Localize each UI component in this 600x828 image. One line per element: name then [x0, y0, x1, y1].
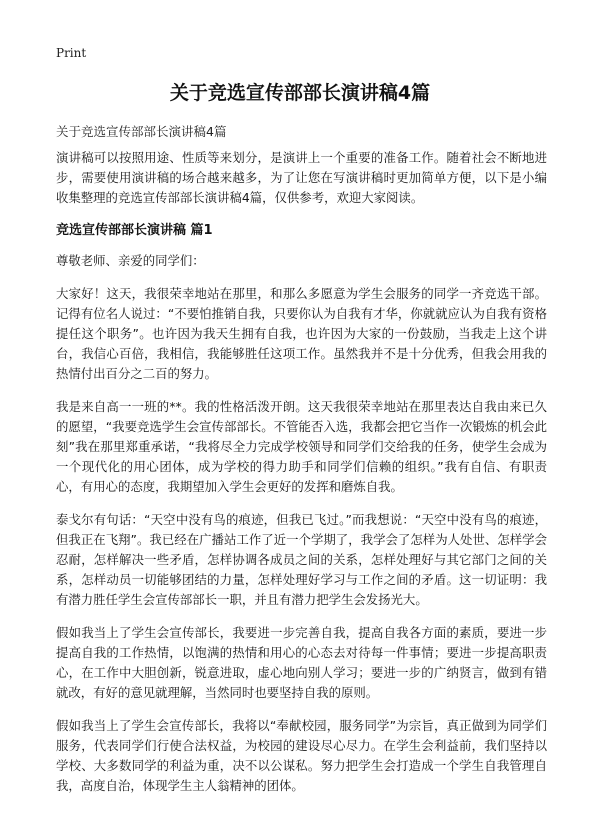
body-paragraph: 泰戈尔有句话：“天空中没有鸟的痕迹，但我已飞过。”而我想说：“天空中没有鸟的痕迹，但我正在飞翔”。我已经在广播站工作了近一个学期了，我学会了怎样为人处世、怎样学会忍耐，怎样解决一些矛盾，怎样协调各成员之间的关系，怎样处理好与其它部门之间的关系，怎样动员一切能够团结的力量，怎样处理好学习与工作之间的矛盾。这一切证明：我有潜力胜任学生会宣传部部长一职，并且有潜力把学生会发扬光大。: [56, 512, 547, 607]
body-paragraph: 大家好！这天，我很荣幸地站在那里，和那么多愿意为学生会服务的同学一齐竞选干部。记得有位名人说过：“不要怕推销自我，只要你认为自我有才华，你就就应认为自我有资格提任这个职务”。也许因为我天生拥有自我，也许因为大家的一份鼓励，当我走上这个讲台，我信心百倍，我相信，我能够胜任这项工作。虽然我并不是十分优秀，但我会用我的热情付出百分之二百的努力。: [56, 286, 547, 381]
body-paragraph: 假如我当上了学生会宣传部长，我要进一步完善自我，提高自我各方面的素质，要进一步提高自我的工作热情，以饱满的热情和用心的心态去对待每一件事情；要进一步提高职责心，在工作中大胆创新，锐意进取，虚心地向别人学习；要进一步的广纳贤言，做到有错就改，有好的意见就理解，当然同时也要坚持自我的原则。: [56, 625, 547, 700]
document-subtitle: 关于竞选宣传部部长演讲稿4篇: [56, 124, 227, 139]
article-body: [56, 148, 547, 809]
greeting-paragraph: 尊敬老师、亲爱的同学们：: [56, 253, 205, 268]
body-paragraph: 假如我当上了学生会宣传部长，我将以“奉献校园，服务同学”为宗旨，真正做到为同学们服务，代表同学们行使合法权益，为校园的建设尽心尽力。在学生会利益前，我们坚持以学校、大多数同学的利益为重，决不以公谋私。努力把学生会打造成一个学生自我管理自我，高度自治，体现学生主人翁精神的团体。: [56, 718, 547, 793]
section-heading: 竞选宣传部部长演讲稿 篇1: [56, 223, 213, 238]
intro-paragraph: 演讲稿可以按照用途、性质等来划分，是演讲上一个重要的准备工作。随着社会不断地进步，需要使用演讲稿的场合越来越多，为了让您在写演讲稿时更加简单方便，以下是小编收集整理的竞选宣传部部长演讲稿4篇，仅供参考，欢迎大家阅读。: [56, 150, 547, 205]
print-link[interactable]: Print: [56, 46, 87, 60]
body-paragraph: 我是来自高一一班的**。我的性格活泼开朗。这天我很荣幸地站在那里表达自我由来已久的愿望，“我要竞选学生会宣传部部长。不管能否入选，我都会把它当作一次锻炼的机会此刻”我在那里郑重承诺，“我将尽全力完成学校领导和同学们交给我的任务，使学生会成为一个现代化的用心团体，成为学校的得力助手和同学们信赖的组织。”我有自信、有职责心，有用心的态度，我期望加入学生会更好的发挥和磨炼自我。: [56, 399, 547, 494]
page-title: 关于竞选宣传部部长演讲稿4篇: [169, 82, 431, 104]
